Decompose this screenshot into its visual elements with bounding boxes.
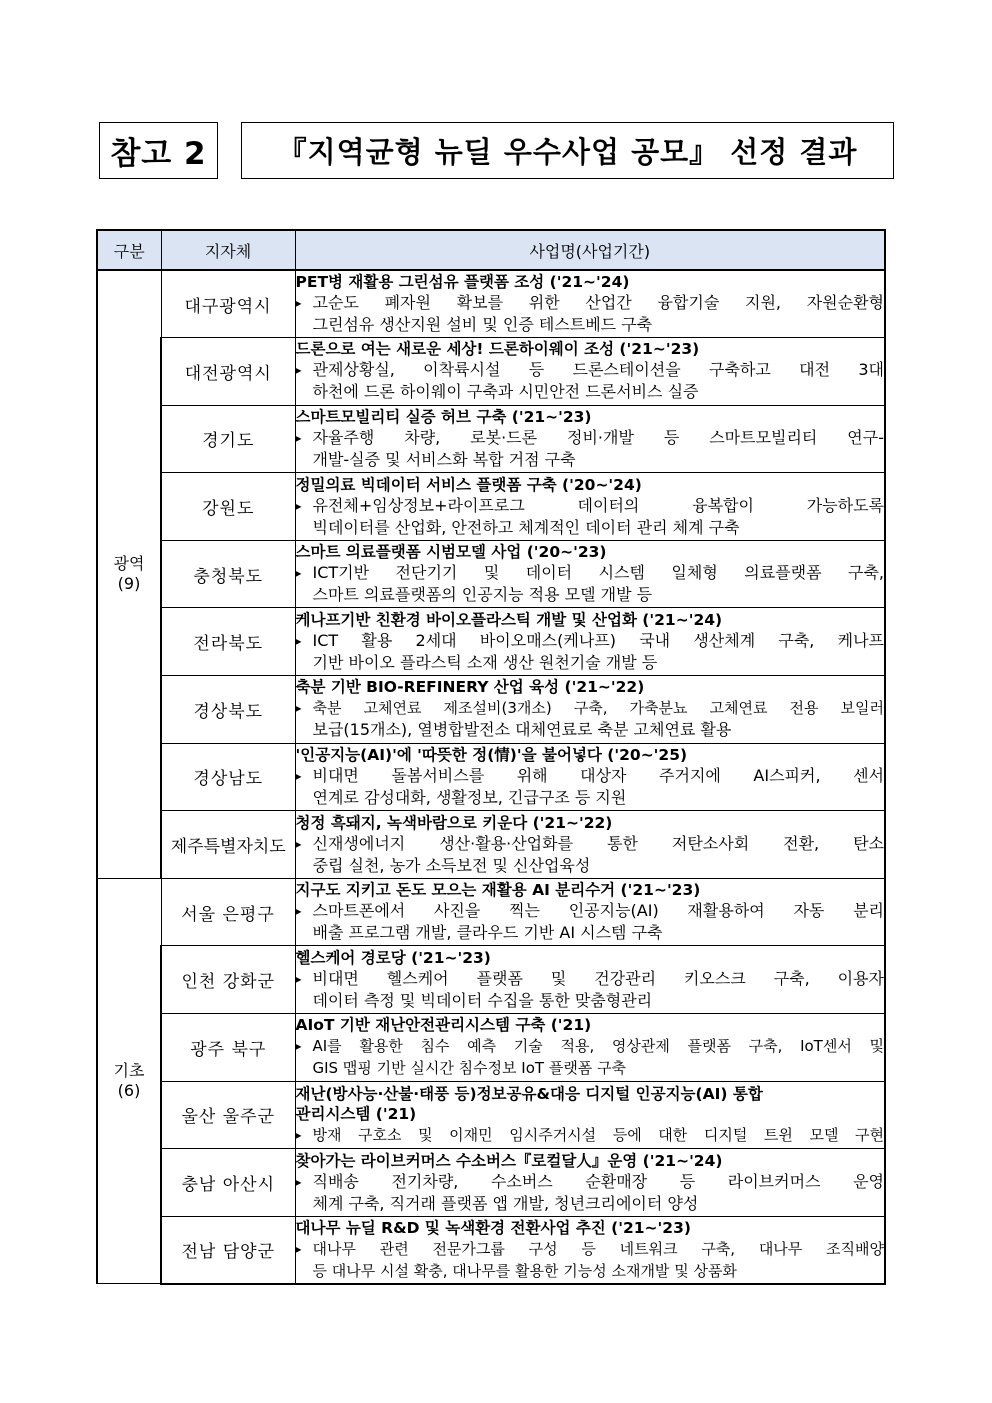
header-category: 구분 [97, 230, 161, 270]
project-desc-line: 축분 고체연료 제조설비(3개소) 구축, 가축분뇨 고체연료 전용 보일러 [312, 699, 884, 718]
region-cell: 대구광역시 [161, 270, 295, 338]
bullet-icon: ▸ [295, 1241, 302, 1256]
bullet-icon: ▸ [295, 836, 302, 851]
project-desc-line: 자율주행 차량, 로봇·드론 정비·개발 등 스마트모빌리티 연구- [312, 427, 884, 447]
project-title: 청정 흑돼지, 녹색바람으로 키운다 ('21~'22) [295, 813, 613, 832]
project-desc-line: AI를 활용한 침수 예측 기술 적용, 영상관제 플랫폼 구축, IoT센서 및 [312, 1037, 884, 1056]
project-cell [295, 1081, 885, 1149]
project-title: 케나프기반 친환경 바이오플라스틱 개발 및 산업화 ('21~'24) [295, 610, 723, 629]
project-cell [295, 1149, 885, 1217]
project-title: 재난(방사능·산불·태풍 등)정보공유&대응 디지털 인공지능(AI) 통합 [295, 1084, 763, 1103]
region-cell: 경상북도 [161, 676, 295, 744]
project-title: 스마트모빌리티 실증 허브 구축 ('21~'23) [295, 407, 592, 426]
project-desc-line: 하천에 드론 하이웨이 구축과 시민안전 드론서비스 실증 [312, 382, 699, 402]
region-cell: 충남 아산시 [161, 1149, 295, 1217]
project-desc-line: 스마트 의료플랫폼의 인공지능 적용 모델 개발 등 [312, 585, 653, 605]
project-desc-line: ICT기반 전단기기 및 데이터 시스템 일체형 의료플랫폼 구축, [312, 563, 884, 583]
project-cell [295, 540, 885, 608]
page-title-text: 『지역균형 뉴딜 우수사업 공모』 선정 결과 [277, 135, 858, 169]
project-desc-line: 고순도 폐자원 확보를 위한 산업간 융합기술 지원, 자원순환형 [312, 293, 884, 313]
project-desc-line: GIS 맵핑 기반 실시간 침수정보 IoT 플랫폼 구축 [312, 1059, 627, 1078]
project-desc-line: 직배송 전기차량, 수소버스 순환매장 등 라이브커머스 운영 [312, 1171, 884, 1191]
table-row [97, 878, 885, 946]
region-cell: 울산 울주군 [161, 1081, 295, 1149]
project-desc-line: 연계로 감성대화, 생활정보, 긴급구조 등 지원 [312, 787, 627, 807]
table-row [97, 405, 885, 473]
project-desc-line: 체계 구축, 직거래 플랫폼 앱 개발, 청년크리에이터 양성 [312, 1193, 699, 1213]
project-desc-line: 등 대나무 시설 확충, 대나무를 활용한 기능성 소재개발 및 상품화 [312, 1261, 737, 1280]
region-cell: 제주특별자치도 [161, 811, 295, 879]
project-title: 드론으로 여는 새로운 세상! 드론하이웨이 조성 ('21~'23) [295, 340, 700, 359]
project-cell [295, 676, 885, 744]
table-row [97, 608, 885, 676]
region-cell: 강원도 [161, 473, 295, 541]
project-desc-line: 관제상황실, 이착륙시설 등 드론스테이션을 구축하고 대전 3대 [312, 360, 884, 380]
region-cell: 경기도 [161, 405, 295, 473]
bullet-icon: ▸ [295, 1174, 302, 1189]
results-table [96, 229, 886, 1285]
page-title [241, 122, 894, 179]
project-title: 찾아가는 라이브커머스 수소버스『로컬달人』운영 ('21~'24) [295, 1151, 723, 1170]
project-desc-line: 비대면 헬스케어 플랫폼 및 건강관리 키오스크 구축, 이용자 [312, 968, 884, 988]
project-desc-line: 유전체+임상정보+라이프로그 데이터의 융복합이 가능하도록 [312, 495, 884, 515]
bullet-icon: ▸ [295, 1127, 302, 1142]
table-row [97, 1216, 885, 1284]
region-cell: 서울 은평구 [161, 878, 295, 946]
bullet-icon: ▸ [295, 430, 302, 445]
project-cell [295, 473, 885, 541]
region-cell: 경상남도 [161, 743, 295, 811]
region-cell: 전라북도 [161, 608, 295, 676]
table-row [97, 1081, 885, 1149]
region-cell: 광주 북구 [161, 1014, 295, 1082]
project-cell [295, 1216, 885, 1284]
table-row [97, 946, 885, 1014]
project-desc-line: 비대면 돌봄서비스를 위해 대상자 주거지에 AI스피커, 센서 [312, 765, 884, 785]
project-title: 헬스케어 경로당 ('21~'23) [295, 948, 491, 967]
project-desc-line: 중립 실천, 농가 소득보전 및 신산업육성 [312, 855, 591, 875]
project-cell [295, 405, 885, 473]
project-cell [295, 878, 885, 946]
table-row [97, 540, 885, 608]
table-row [97, 743, 885, 811]
bullet-icon: ▸ [295, 768, 302, 783]
reference-label-text: 참고 2 [110, 136, 207, 172]
table-row [97, 1014, 885, 1082]
bullet-icon: ▸ [295, 633, 302, 648]
category-name: 광역 [113, 554, 145, 574]
category-cell-metropolitan [97, 270, 161, 878]
bullet-icon: ▸ [295, 566, 302, 581]
bullet-icon: ▸ [295, 701, 302, 716]
project-desc-line: 배출 프로그램 개발, 클라우드 기반 AI 시스템 구축 [312, 923, 663, 943]
category-cell-local [97, 878, 161, 1284]
bullet-icon: ▸ [295, 363, 302, 378]
project-cell [295, 608, 885, 676]
table-row [97, 338, 885, 406]
project-cell [295, 270, 885, 338]
bullet-icon: ▸ [295, 498, 302, 513]
project-desc-line: 대나무 관련 전문가그룹 구성 등 네트워크 구축, 대나무 조직배양 [312, 1239, 884, 1258]
header-region: 지자체 [161, 230, 295, 270]
project-desc-line: 보급(15개소), 열병합발전소 대체연료로 축분 고체연료 활용 [312, 720, 732, 740]
project-desc-line: ICT 활용 2세대 바이오매스(케나프) 국내 생산체계 구축, 케나프 [312, 630, 884, 650]
project-desc-line: 빅데이터를 산업화, 안전하고 체계적인 데이터 관리 체계 구축 [312, 517, 740, 537]
project-title: AIoT 기반 재난안전관리시스템 구축 ('21) [295, 1016, 592, 1035]
project-desc-line: 그린섬유 생산지원 설비 및 인증 테스트베드 구축 [312, 315, 653, 335]
category-name: 기초 [113, 1061, 145, 1081]
region-cell: 인천 강화군 [161, 946, 295, 1014]
bullet-icon: ▸ [295, 1039, 302, 1054]
project-title: '인공지능(AI)'에 '따뜻한 정(情)'을 불어넣다 ('20~'25) [295, 745, 688, 764]
bullet-icon: ▸ [295, 971, 302, 986]
region-cell: 대전광역시 [161, 338, 295, 406]
bullet-icon: ▸ [295, 904, 302, 919]
region-cell: 전남 담양군 [161, 1216, 295, 1284]
header-project: 사업명(사업기간) [295, 230, 885, 270]
project-title: PET병 재활용 그린섬유 플랫폼 조성 ('21~'24) [295, 273, 630, 292]
project-title: 축분 기반 BIO-REFINERY 산업 육성 ('21~'22) [295, 678, 645, 697]
category-count: (9) [117, 574, 141, 594]
table-row [97, 676, 885, 744]
project-title: 대나무 뉴딜 R&D 및 녹색환경 전환사업 추진 ('21~'23) [295, 1218, 691, 1237]
project-desc-line: 데이터 측정 및 빅데이터 수집을 통한 맞춤형관리 [312, 990, 653, 1010]
table-row [97, 473, 885, 541]
table-row [97, 270, 885, 338]
project-desc-line: 신재생에너지 생산·활용·산업화를 통한 저탄소사회 전환, 탄소 [312, 833, 884, 853]
table-row [97, 1149, 885, 1217]
table-header-row [97, 230, 885, 270]
project-cell [295, 946, 885, 1014]
project-desc-line: 개발-실증 및 서비스화 복합 거점 구축 [312, 449, 576, 469]
project-title-continued: 관리시스템 ('21) [295, 1104, 417, 1123]
bullet-icon: ▸ [295, 296, 302, 311]
project-desc-line: 스마트폰에서 사진을 찍는 인공지능(AI) 재활용하여 자동 분리 [312, 901, 884, 921]
category-count: (6) [117, 1081, 141, 1101]
project-cell [295, 338, 885, 406]
project-title: 스마트 의료플랫폼 시범모델 사업 ('20~'23) [295, 543, 607, 562]
project-desc-line: 기반 바이오 플라스틱 소재 생산 원천기술 개발 등 [312, 652, 658, 672]
project-title: 지구도 지키고 돈도 모으는 재활용 AI 분리수거 ('21~'23) [295, 881, 701, 900]
table-row [97, 811, 885, 879]
reference-label [99, 122, 218, 179]
region-cell: 충청북도 [161, 540, 295, 608]
project-title: 정밀의료 빅데이터 서비스 플랫폼 구축 ('20~'24) [295, 475, 642, 494]
project-cell [295, 1014, 885, 1082]
project-cell [295, 743, 885, 811]
project-desc-line: 방재 구호소 및 이재민 임시주거시설 등에 대한 디지털 트윈 모델 구현 [312, 1125, 884, 1144]
project-cell [295, 811, 885, 879]
